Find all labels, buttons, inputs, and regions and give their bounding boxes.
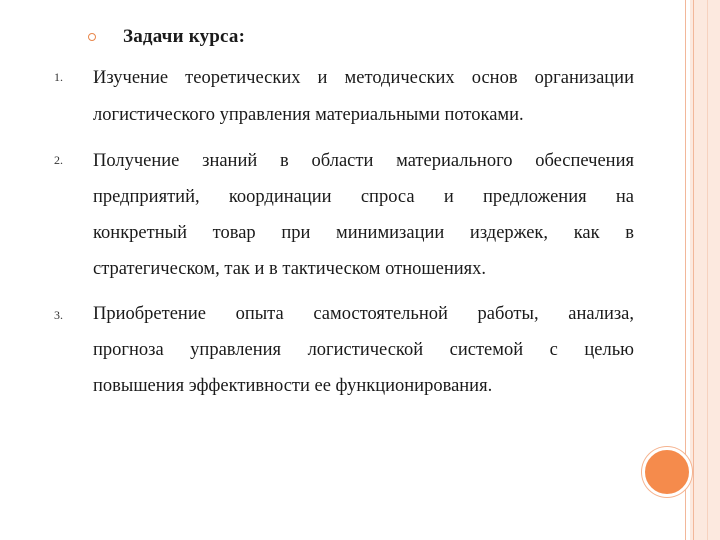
- decorative-stripe-line: [693, 0, 694, 540]
- list-item-number: 1.: [54, 70, 63, 84]
- list-item-number: 3.: [54, 308, 63, 322]
- list-item-line: Изучение теоретических и методических основ организации: [93, 68, 634, 88]
- list-item-line: повышения эффективности ее функционирования.: [93, 376, 493, 396]
- circle-bullet-icon: [88, 33, 96, 41]
- list-item-line: прогноза управления логистической системой с целью: [93, 340, 634, 360]
- list-item-line: логистического управления материальными потоками.: [93, 105, 524, 125]
- list-item-line: конкретный товар при минимизации издержек, как в: [93, 223, 634, 243]
- heading-row: [88, 24, 245, 50]
- slide-heading: Задачи курса:: [123, 26, 246, 47]
- decorative-circle-icon: [642, 447, 692, 497]
- decorative-stripe-line: [707, 0, 708, 540]
- list-item-line: предприятий, координации спроса и предложения на: [93, 187, 634, 207]
- list-item-line: Получение знаний в области материального обеспечения: [93, 151, 634, 171]
- list-item-line: Приобретение опыта самостоятельной работы, анализа,: [93, 304, 634, 324]
- list-item-line: стратегическом, так и в тактическом отношениях.: [93, 259, 486, 279]
- list-item-number: 2.: [54, 153, 63, 167]
- decorative-stripe-band: [690, 0, 720, 540]
